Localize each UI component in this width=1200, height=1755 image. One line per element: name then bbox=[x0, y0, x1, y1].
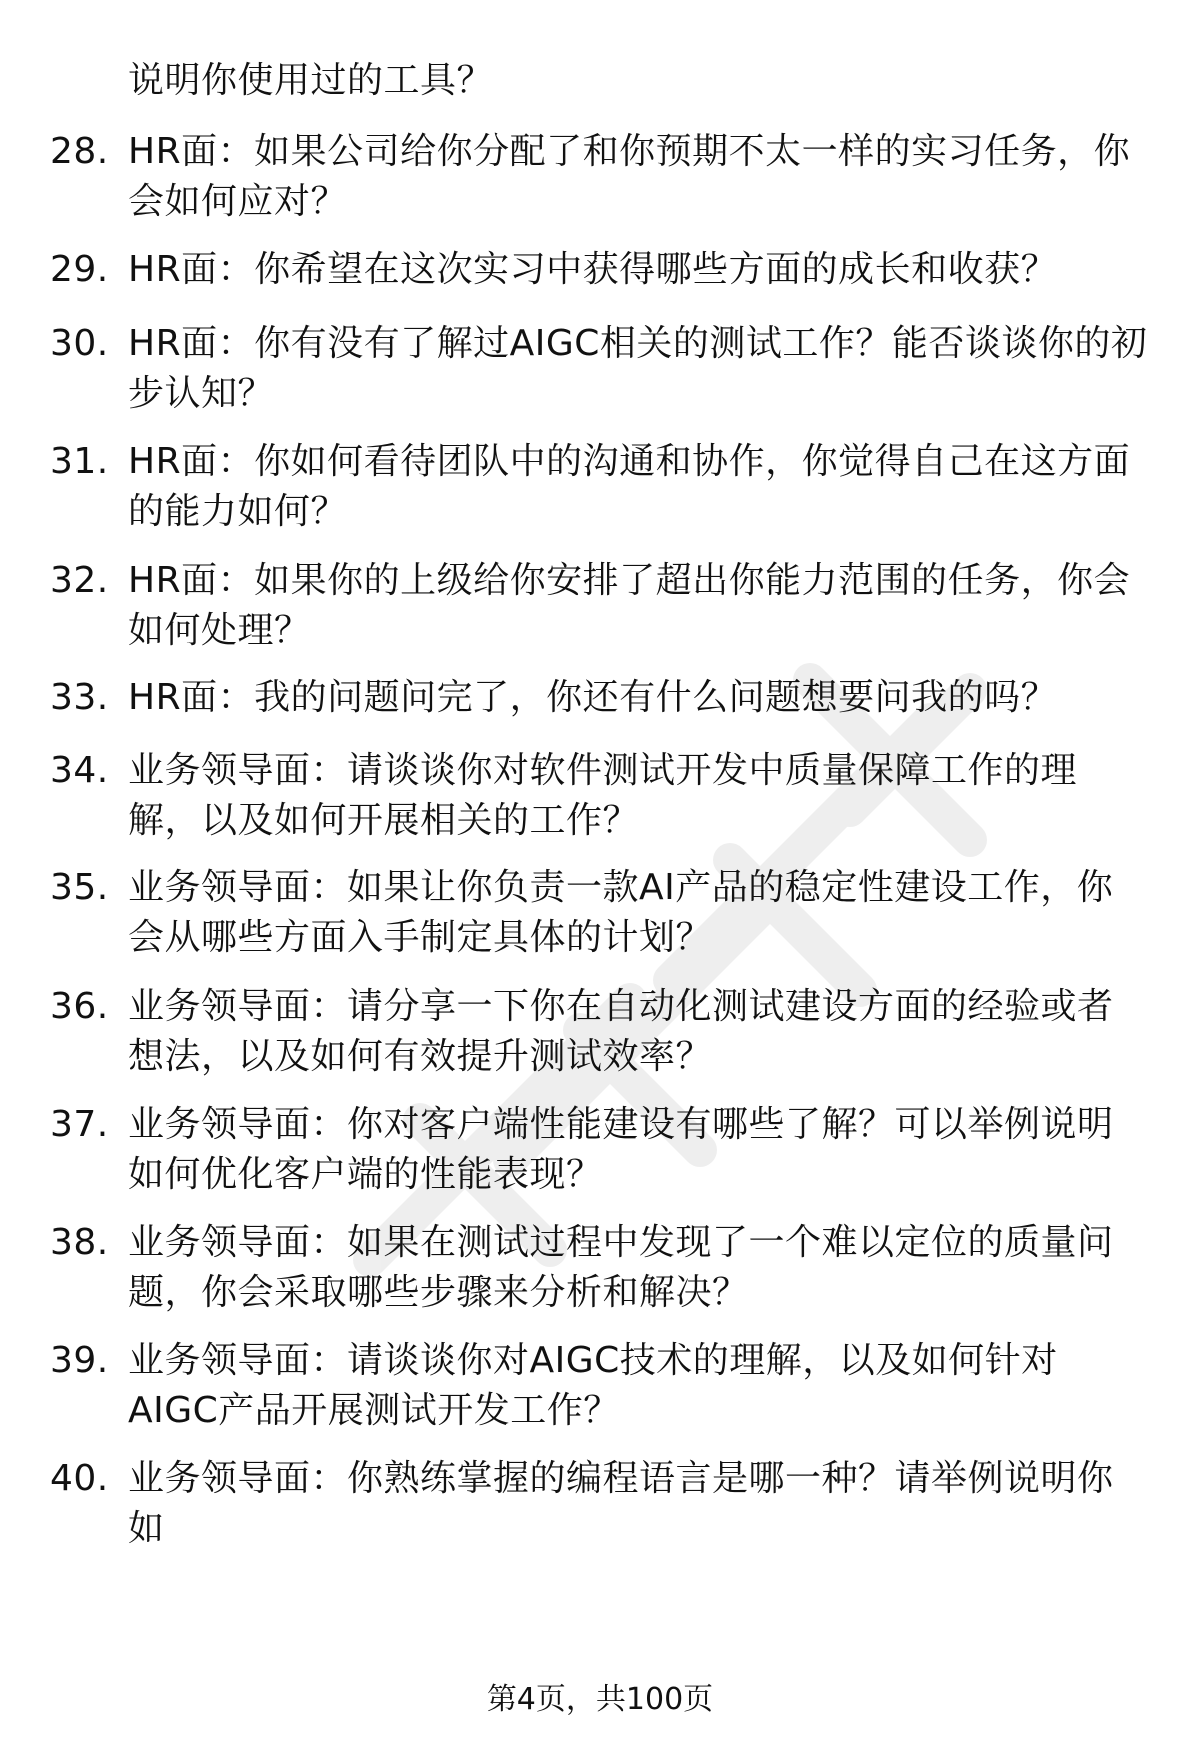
question-text: 业务领导面：你对客户端性能建设有哪些了解？可以举例说明如何优化客户端的性能表现？ bbox=[128, 1104, 1114, 1195]
question-text: 业务领导面：你熟练掌握的编程语言是哪一种？请举例说明你如 bbox=[128, 1458, 1114, 1549]
question-number: 39. bbox=[50, 1340, 109, 1381]
question-text: HR面：你如何看待团队中的沟通和协作，你觉得自己在这方面的能力如何？ bbox=[128, 441, 1131, 532]
question-item bbox=[50, 437, 1160, 537]
question-item bbox=[50, 556, 1160, 656]
question-text: HR面：如果你的上级给你安排了超出你能力范围的任务，你会如何处理？ bbox=[128, 560, 1131, 651]
page-footer: 第4页，共100页 bbox=[486, 1682, 714, 1717]
question-number: 40. bbox=[50, 1458, 109, 1499]
continuation-text: 说明你使用过的工具？ bbox=[128, 60, 494, 101]
question-number: 36. bbox=[50, 986, 109, 1027]
question-number: 33. bbox=[50, 677, 109, 718]
question-item bbox=[50, 1454, 1160, 1554]
question-text: HR面：我的问题问完了，你还有什么问题想要问我的吗？ bbox=[128, 677, 1058, 718]
question-number: 31. bbox=[50, 441, 109, 482]
question-number: 30. bbox=[50, 323, 109, 364]
question-item bbox=[50, 982, 1160, 1082]
question-text: HR面：你有没有了解过AIGC相关的测试工作？能否谈谈你的初步认知？ bbox=[128, 323, 1148, 414]
question-text: 业务领导面：请分享一下你在自动化测试建设方面的经验或者想法，以及如何有效提升测试效率？ bbox=[128, 986, 1114, 1077]
question-number: 37. bbox=[50, 1104, 109, 1145]
question-item bbox=[50, 1218, 1160, 1318]
question-item bbox=[50, 127, 1160, 227]
question-number: 35. bbox=[50, 867, 109, 908]
question-item bbox=[50, 1100, 1160, 1200]
question-text: 业务领导面：如果让你负责一款AI产品的稳定性建设工作，你会从哪些方面入手制定具体的计划？ bbox=[128, 867, 1114, 958]
question-item bbox=[50, 673, 1160, 723]
question-item bbox=[50, 1336, 1160, 1436]
question-item bbox=[50, 319, 1160, 419]
question-item bbox=[50, 863, 1160, 963]
question-text: HR面：如果公司给你分配了和你预期不太一样的实习任务，你会如何应对？ bbox=[128, 131, 1131, 222]
question-text: 业务领导面：如果在测试过程中发现了一个难以定位的质量问题，你会采取哪些步骤来分析和解决？ bbox=[128, 1222, 1114, 1313]
question-text: 业务领导面：请谈谈你对AIGC技术的理解，以及如何针对AIGC产品开展测试开发工作？ bbox=[128, 1340, 1058, 1431]
question-text: 业务领导面：请谈谈你对软件测试开发中质量保障工作的理解，以及如何开展相关的工作？ bbox=[128, 750, 1078, 841]
question-item bbox=[50, 245, 1160, 295]
question-number: 32. bbox=[50, 560, 109, 601]
question-number: 28. bbox=[50, 131, 109, 172]
question-number: 34. bbox=[50, 750, 109, 791]
question-number: 38. bbox=[50, 1222, 109, 1263]
question-number: 29. bbox=[50, 249, 109, 290]
question-text: HR面：你希望在这次实习中获得哪些方面的成长和收获？ bbox=[128, 249, 1058, 290]
question-item bbox=[50, 746, 1160, 846]
